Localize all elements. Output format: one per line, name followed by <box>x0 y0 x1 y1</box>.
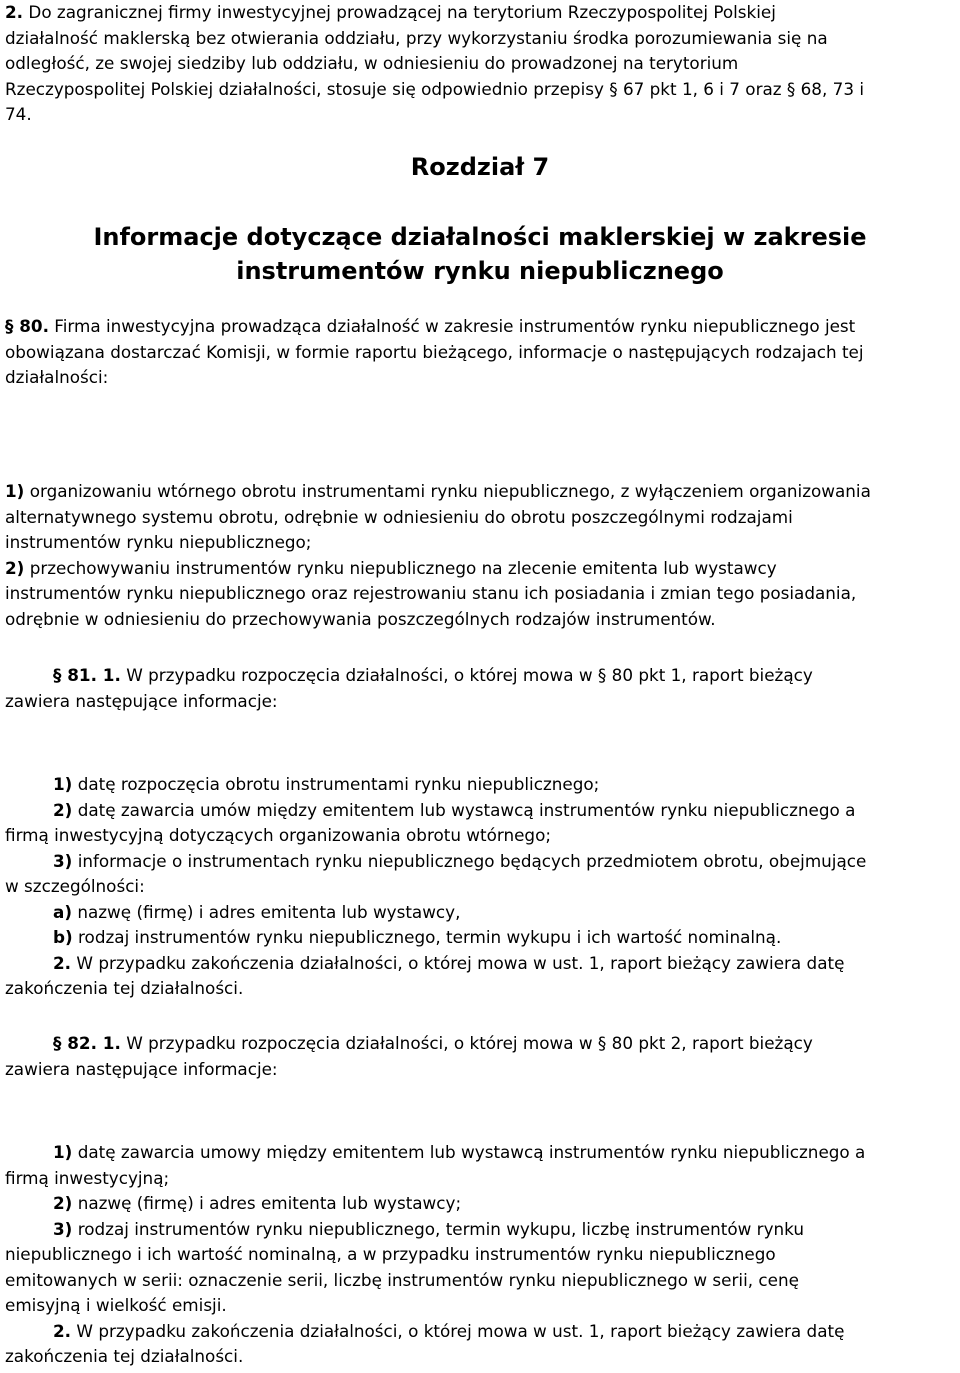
sub-item <box>5 925 866 951</box>
item-text: datę rozpoczęcia obrotu instrumentami rynku niepublicznego; <box>72 774 600 794</box>
item-text: nazwę (firmę) i adres emitenta lub wystawcy; <box>72 1193 462 1213</box>
chapter-title-line: Informacje dotyczące działalności maklerskiej w zakresie <box>93 223 867 251</box>
item-number: 3) <box>53 850 73 871</box>
paragraph-text: 74. <box>5 104 32 124</box>
paragraph-item <box>5 1319 865 1345</box>
section-number: § 81. 1. <box>53 665 121 685</box>
section-82 <box>5 1031 813 1082</box>
item-text: rodzaj instrumentów rynku niepublicznego, termin wykupu, liczbę instrumentów rynku <box>72 1218 804 1239</box>
sub-item <box>5 900 866 926</box>
section-text: zawiera następujące informacje: <box>5 690 278 711</box>
item-number: 1) <box>53 774 73 794</box>
item-text: organizowaniu wtórnego obrotu instrumentami rynku niepublicznego, z wyłączeniem organizowania <box>24 481 871 501</box>
section-number: § 82. 1. <box>53 1033 121 1053</box>
list-item <box>5 1191 865 1217</box>
sub-item-text: nazwę (firmę) i adres emitenta lub wystawcy, <box>72 901 461 922</box>
section-text: W przypadku rozpoczęcia działalności, o której mowa w § 80 pkt 1, raport bieżący <box>120 665 813 685</box>
item-number: 2) <box>53 799 73 820</box>
section-text: zawiera następujące informacje: <box>5 1058 278 1079</box>
item-text: niepublicznego i ich wartość nominalną, a w przypadku instrumentów rynku niepublicznego <box>5 1244 776 1264</box>
paragraph-2-line <box>5 0 864 26</box>
list-item <box>5 849 866 875</box>
sub-item-text: rodzaj instrumentów rynku niepublicznego, termin wykupu i ich wartość nominalną. <box>72 927 782 947</box>
item-number: 1) <box>53 1142 73 1162</box>
section-text: Firma inwestycyjna prowadząca działalność w zakresie instrumentów rynku niepublicznego jest <box>48 316 856 336</box>
paragraph-item <box>5 951 866 977</box>
paragraph-text: zakończenia tej działalności. <box>5 978 244 998</box>
list-item <box>5 1140 865 1166</box>
paragraph-text: działalność maklerską bez otwierania oddziału, przy wykorzystaniu środka porozumiewania się na <box>5 27 828 48</box>
paragraph-number: 2. <box>5 2 24 22</box>
list-item <box>5 556 871 582</box>
item-text: datę zawarcia umów między emitentem lub wystawcą instrumentów rynku niepublicznego a <box>72 799 856 820</box>
list-item <box>5 479 871 505</box>
list-item <box>5 772 866 798</box>
paragraph-text: W przypadku zakończenia działalności, o której mowa w ust. 1, raport bieżący zawiera datę <box>71 952 845 973</box>
item-text: emisyjną i wielkość emisji. <box>5 1295 227 1315</box>
paragraph-text: zakończenia tej działalności. <box>5 1346 244 1366</box>
list-item <box>5 798 866 824</box>
item-text: w szczególności: <box>5 876 145 896</box>
section-number: § 80. <box>5 316 49 336</box>
item-text: firmą inwestycyjną dotyczących organizowania obrotu wtórnego; <box>5 825 551 845</box>
paragraph-text: odległość, ze swojej siedziby lub oddziału, w odniesieniu do prowadzonej na terytorium <box>5 53 739 73</box>
paragraph-text: W przypadku zakończenia działalności, o której mowa w ust. 1, raport bieżący zawiera datę <box>71 1320 845 1341</box>
chapter-title-line: instrumentów rynku niepublicznego <box>236 257 724 285</box>
section-81 <box>5 663 813 714</box>
item-number: 2) <box>53 1193 73 1213</box>
section-text: obowiązana dostarczać Komisji, w formie raportu bieżącego, informacje o następujących rodzajach tej <box>5 341 864 362</box>
section-80 <box>5 314 864 391</box>
section-text: W przypadku rozpoczęcia działalności, o której mowa w § 80 pkt 2, raport bieżący <box>120 1033 813 1053</box>
section-80-line <box>5 314 864 340</box>
chapter-number: Rozdział 7 <box>410 153 550 181</box>
list-item <box>5 1217 865 1243</box>
item-text: instrumentów rynku niepublicznego; <box>5 532 312 552</box>
sub-item-letter: b) <box>53 927 73 947</box>
item-number: 1) <box>5 481 25 501</box>
item-number: 2) <box>5 557 25 578</box>
item-text: alternatywnego systemu obrotu, odrębnie w odniesieniu do obrotu poszczególnymi rodzajami <box>5 506 793 527</box>
paragraph-number: 2. <box>53 952 72 973</box>
paragraph-text: Do zagranicznej firmy inwestycyjnej prowadzącej na terytorium Rzeczypospolitej Polskiej <box>23 2 776 22</box>
chapter-title <box>0 220 960 288</box>
item-text: informacje o instrumentach rynku niepublicznego będących przedmiotem obrotu, obejmujące <box>72 850 867 871</box>
item-text: odrębnie w odniesieniu do przechowywania poszczególnych rodzajów instrumentów. <box>5 608 716 629</box>
paragraph-text: Rzeczypospolitej Polskiej działalności, stosuje się odpowiednio przepisy § 67 pkt 1, 6 i 7 oraz § 68, 73 i <box>5 78 864 99</box>
item-text: datę zawarcia umowy między emitentem lub wystawcą instrumentów rynku niepublicznego a <box>72 1142 866 1162</box>
item-text: emitowanych w serii: oznaczenie serii, liczbę instrumentów rynku niepublicznego w serii, cenę <box>5 1269 799 1290</box>
paragraph-2 <box>5 0 864 128</box>
item-text: instrumentów rynku niepublicznego oraz rejestrowaniu stanu ich posiadania i zmian tego posiadania, <box>5 583 857 603</box>
section-text: działalności: <box>5 367 109 387</box>
item-text: firmą inwestycyjną; <box>5 1167 170 1188</box>
section-82-line <box>5 1031 813 1057</box>
section-81-line <box>5 663 813 689</box>
item-text: przechowywaniu instrumentów rynku niepublicznego na zlecenie emitenta lub wystawcy <box>24 557 777 578</box>
section-81-items <box>5 772 866 1002</box>
item-number: 3) <box>53 1218 73 1239</box>
paragraph-number: 2. <box>53 1320 72 1341</box>
section-80-items <box>5 479 871 632</box>
sub-item-letter: a) <box>53 901 72 922</box>
section-82-items <box>5 1140 865 1370</box>
